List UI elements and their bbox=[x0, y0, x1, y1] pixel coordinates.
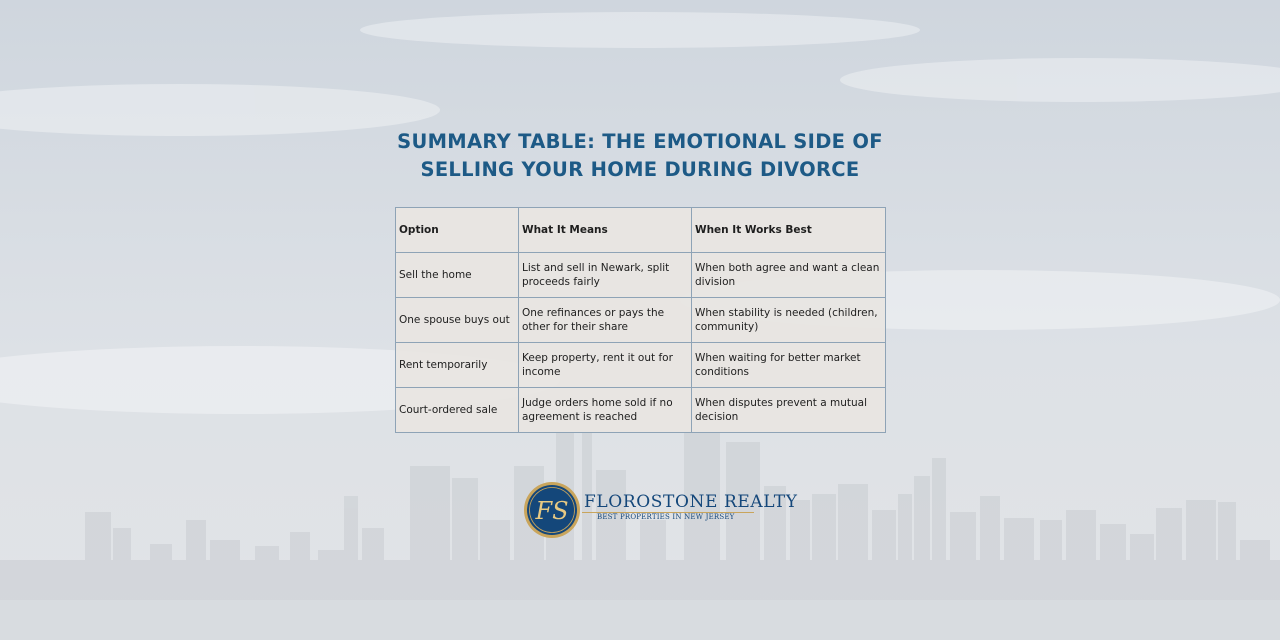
page-title bbox=[340, 128, 940, 184]
table-row bbox=[396, 388, 886, 433]
monogram-emblem bbox=[522, 480, 582, 540]
brand-tagline: BEST PROPERTIES IN NEW JERSEY bbox=[597, 513, 735, 521]
header-what-it-means: What It Means bbox=[519, 208, 692, 253]
cell-best-when: When both agree and want a clean division bbox=[692, 253, 886, 298]
cell-option: One spouse buys out bbox=[396, 298, 519, 343]
table-header-row bbox=[396, 208, 886, 253]
header-when-it-works-best: When It Works Best bbox=[692, 208, 886, 253]
table-row bbox=[396, 298, 886, 343]
cell-best-when: When waiting for better market conditions bbox=[692, 343, 886, 388]
brand-logo bbox=[522, 480, 798, 540]
summary-table bbox=[395, 207, 886, 433]
cell-best-when: When disputes prevent a mutual decision bbox=[692, 388, 886, 433]
cell-option: Sell the home bbox=[396, 253, 519, 298]
cell-meaning: Judge orders home sold if no agreement is reached bbox=[519, 388, 692, 433]
cell-meaning: List and sell in Newark, split proceeds fairly bbox=[519, 253, 692, 298]
table-row bbox=[396, 253, 886, 298]
cell-option: Court-ordered sale bbox=[396, 388, 519, 433]
table-row bbox=[396, 343, 886, 388]
brand-name: FLOROSTONE REALTY bbox=[584, 492, 798, 512]
header-option: Option bbox=[396, 208, 519, 253]
title-line-2: SELLING YOUR HOME DURING DIVORCE bbox=[420, 158, 860, 181]
monogram-text: FS bbox=[535, 497, 569, 525]
cell-option: Rent temporarily bbox=[396, 343, 519, 388]
title-line-1: SUMMARY TABLE: THE EMOTIONAL SIDE OF bbox=[397, 130, 883, 153]
cell-best-when: When stability is needed (children, community) bbox=[692, 298, 886, 343]
cell-meaning: One refinances or pays the other for their share bbox=[519, 298, 692, 343]
cell-meaning: Keep property, rent it out for income bbox=[519, 343, 692, 388]
